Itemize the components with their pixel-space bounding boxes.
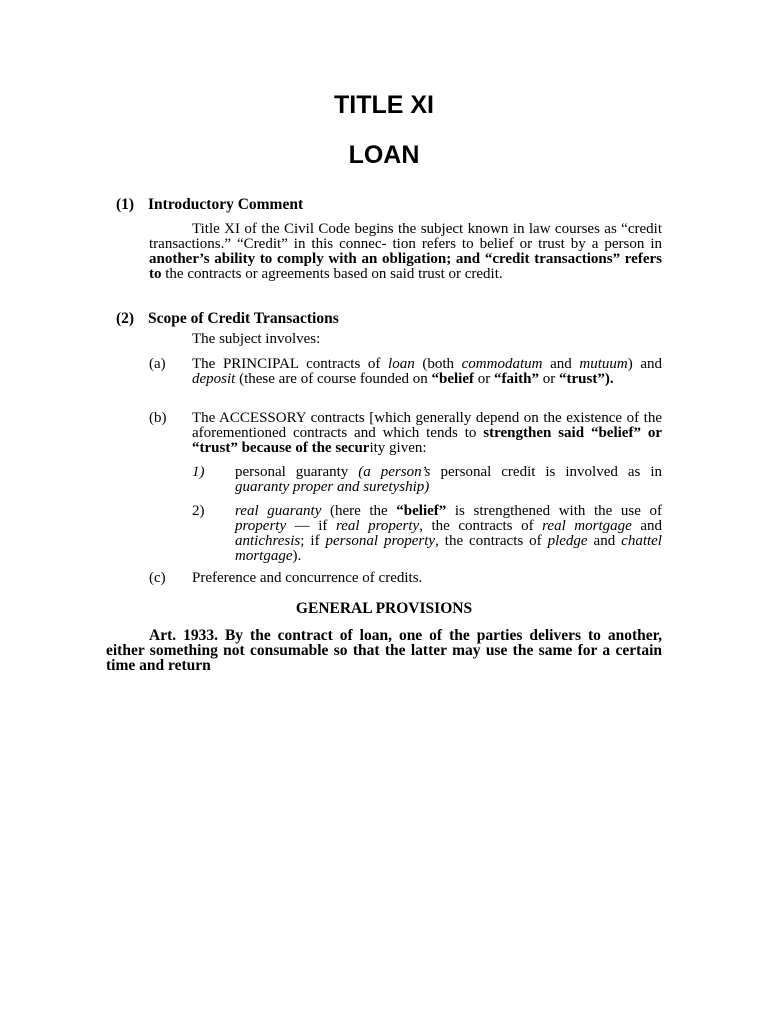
section-number: (2) <box>116 310 135 327</box>
subitem-2-label: 2) <box>192 503 205 519</box>
subitem-1-label: 1) <box>192 464 205 480</box>
article-1933: Art. 1933. By the contract of loan, one of the parties delivers to another, either something not consumable so that the latter may use the same for a certain time and return <box>106 627 662 674</box>
section-number: (1) <box>116 196 135 213</box>
item-c-text: Preference and concurrence of credits. <box>192 570 423 586</box>
item-a-label: (a) <box>149 356 166 372</box>
section-heading-text: Introductory Comment <box>148 196 304 213</box>
item-b-text: The ACCESSORY contracts [which generally depend on the existence of the aforementioned contracts and which tends to strengthen said “belief” or “trust” because of the security given: <box>192 410 662 456</box>
section-1-paragraph: Title XI of the Civil Code begins the subject known in law courses as “credit transactions.” “Credit” in this connec- tion refers to belief or trust by a person in another’s ability to comply with an obligation; and “credit transactions” refers to the contracts or agreements based on said trust or credit. <box>149 221 662 282</box>
item-c-label: (c) <box>149 570 166 586</box>
item-a-text: The PRINCIPAL contracts of loan (both commodatum and mutuum) and deposit (these are of course founded on “belief or “faith” or “trust”). <box>192 356 662 387</box>
section-1-heading <box>116 196 303 214</box>
section-2-intro: The subject involves: <box>192 331 321 347</box>
subitem-2-text: real guaranty (here the “belief” is strengthened with the use of property — if real property, the contracts of real mortgage and antichresis; if personal property, the contracts of pledge and chattel mortgage). <box>235 503 662 564</box>
subitem-1-text: personal guaranty (a person’s personal credit is involved as in guaranty proper and suretyship) <box>235 464 663 495</box>
general-provisions-heading: GENERAL PROVISIONS <box>295 600 473 617</box>
section-2-heading <box>116 310 339 328</box>
page-subtitle: LOAN <box>348 141 420 169</box>
section-heading-text: Scope of Credit Transactions <box>148 310 339 327</box>
page-title: TITLE XI <box>334 91 434 119</box>
item-b-label: (b) <box>149 410 167 426</box>
